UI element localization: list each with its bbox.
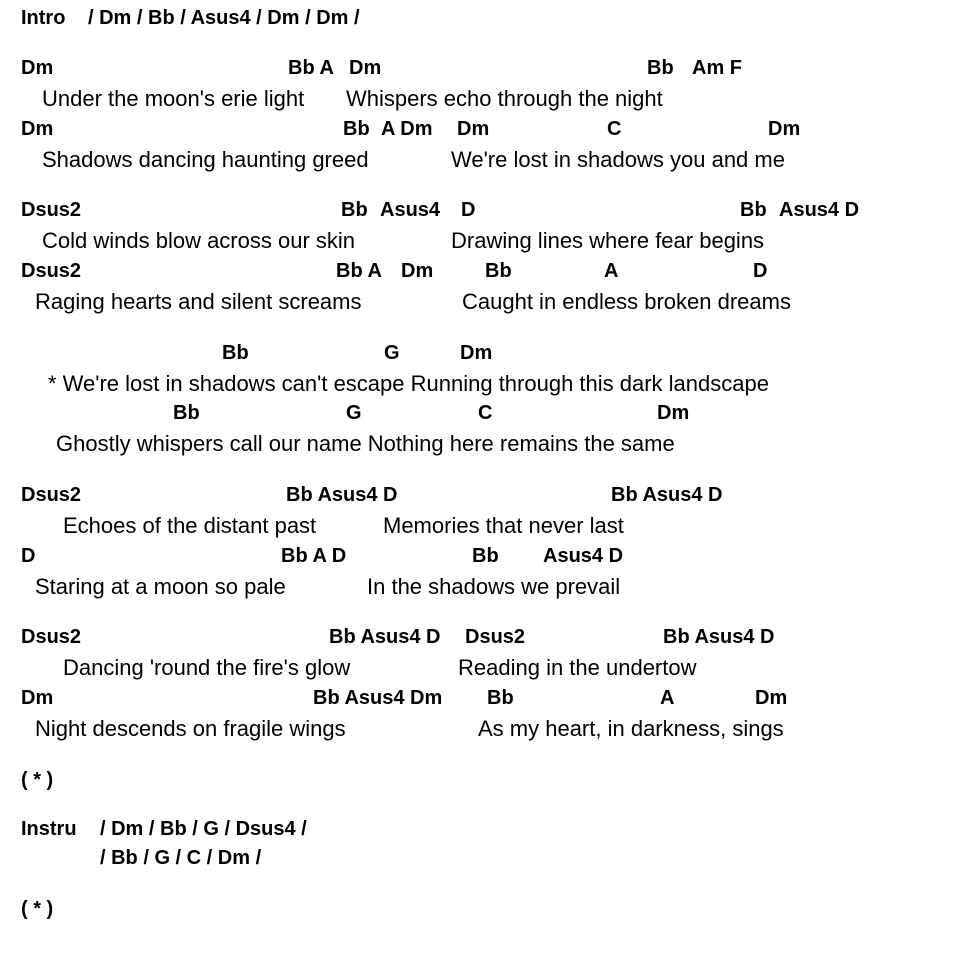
lyric: Memories that never last	[383, 513, 624, 538]
lyric: As my heart, in darkness, sings	[478, 716, 784, 741]
instru-line-2	[0, 846, 960, 876]
instru-label: Instru	[21, 818, 77, 840]
chorus-repeat-marker: ( * )	[21, 769, 54, 791]
chord: Bb	[472, 545, 499, 567]
lyric: Whispers echo through the night	[346, 86, 663, 111]
chord: Dsus2	[21, 260, 82, 282]
chord: Dm	[21, 118, 54, 140]
chord: Dm	[755, 687, 788, 709]
chord: Dm	[657, 402, 690, 424]
prechorus2-chord-line-2	[0, 686, 960, 716]
chord: Dm	[401, 260, 434, 282]
chorus-repeat-2	[0, 897, 960, 927]
verse1-lyric-line-2	[0, 147, 960, 177]
lyric: Shadows dancing haunting greed	[42, 147, 369, 172]
lyric: Staring at a moon so pale	[35, 574, 286, 599]
prechorus2-lyric-line-2	[0, 716, 960, 746]
instru-sequence-2: / Bb / G / C / Dm /	[100, 847, 262, 869]
prechorus1-chord-line-1	[0, 198, 960, 228]
chord: Asus4 D	[543, 545, 624, 567]
instru-line-1	[0, 817, 960, 847]
prechorus2-chord-line-1	[0, 625, 960, 655]
chord: Dm	[21, 57, 54, 79]
lyric: Drawing lines where fear begins	[451, 228, 765, 253]
lyric: We're lost in shadows you and me	[451, 147, 785, 172]
verse1-chord-line-1	[0, 56, 960, 86]
verse2-chord-line-2	[0, 544, 960, 574]
chorus-chord-line-1	[0, 341, 960, 371]
chord: Dsus2	[21, 626, 82, 648]
chord: Am F	[692, 57, 742, 79]
chord: Bb A D	[281, 545, 347, 567]
lyric: Dancing 'round the fire's glow	[63, 655, 351, 680]
chord: Bb Asus4 D	[329, 626, 441, 648]
chord: G	[346, 402, 362, 424]
chord: D	[461, 199, 476, 221]
chord: Dm	[460, 342, 493, 364]
lyric: Cold winds blow across our skin	[42, 228, 356, 253]
prechorus2-lyric-line-1	[0, 655, 960, 685]
chord: Bb A	[336, 260, 382, 282]
verse2-lyric-line-1	[0, 513, 960, 543]
prechorus1-lyric-line-2	[0, 289, 960, 319]
lyric: Night descends on fragile wings	[35, 716, 346, 741]
chord: Bb Asus4 D	[663, 626, 775, 648]
verse2-chord-line-1	[0, 483, 960, 513]
chord: Dm	[457, 118, 490, 140]
chorus-repeat-marker: ( * )	[21, 898, 54, 920]
lyric: * We're lost in shadows can't escape Running through this dark landscape	[48, 371, 769, 396]
lyric: Ghostly whispers call our name Nothing here remains the same	[56, 431, 675, 456]
chord: Dsus2	[21, 484, 82, 506]
verse1-lyric-line-1	[0, 86, 960, 116]
chord: Bb	[740, 199, 767, 221]
chord: A	[604, 260, 619, 282]
chord: C	[607, 118, 622, 140]
intro-sequence: / Dm / Bb / Asus4 / Dm / Dm /	[88, 7, 360, 29]
verse2-lyric-line-2	[0, 574, 960, 604]
lyric: Caught in endless broken dreams	[462, 289, 791, 314]
chord: Bb A	[288, 57, 334, 79]
chord: Dm	[768, 118, 801, 140]
chord: A	[660, 687, 675, 709]
chord: D	[21, 545, 36, 567]
chord: Bb Asus4 Dm	[313, 687, 443, 709]
chord: D	[753, 260, 768, 282]
chord: Bb	[341, 199, 368, 221]
chorus-lyric-line-2	[0, 431, 960, 461]
chord: Asus4	[380, 199, 441, 221]
chord: Bb	[343, 118, 370, 140]
verse1-chord-line-2	[0, 117, 960, 147]
prechorus1-chord-line-2	[0, 259, 960, 289]
lyric: Reading in the undertow	[458, 655, 697, 680]
chord: C	[478, 402, 493, 424]
lyric: In the shadows we prevail	[367, 574, 621, 599]
chorus-chord-line-2	[0, 401, 960, 431]
chorus-repeat-1	[0, 768, 960, 798]
chord: Bb	[487, 687, 514, 709]
chord: G	[384, 342, 400, 364]
chord: Bb	[173, 402, 200, 424]
chord: Bb	[647, 57, 674, 79]
chord: Dsus2	[21, 199, 82, 221]
chorus-lyric-line-1	[0, 371, 960, 401]
lyric: Echoes of the distant past	[63, 513, 317, 538]
chord: Bb	[485, 260, 512, 282]
lyric: Raging hearts and silent screams	[35, 289, 362, 314]
instru-sequence-1: / Dm / Bb / G / Dsus4 /	[100, 818, 307, 840]
chord: Bb Asus4 D	[611, 484, 723, 506]
chord: Dm	[21, 687, 54, 709]
chord: A Dm	[381, 118, 433, 140]
intro-label: Intro	[21, 7, 66, 29]
chord: Bb	[222, 342, 249, 364]
intro-line	[0, 6, 960, 36]
chord: Bb Asus4 D	[286, 484, 398, 506]
prechorus1-lyric-line-1	[0, 228, 960, 258]
chord: Dsus2	[465, 626, 526, 648]
chord: Asus4 D	[779, 199, 860, 221]
lyric: Under the moon's erie light	[42, 86, 305, 111]
chord: Dm	[349, 57, 382, 79]
